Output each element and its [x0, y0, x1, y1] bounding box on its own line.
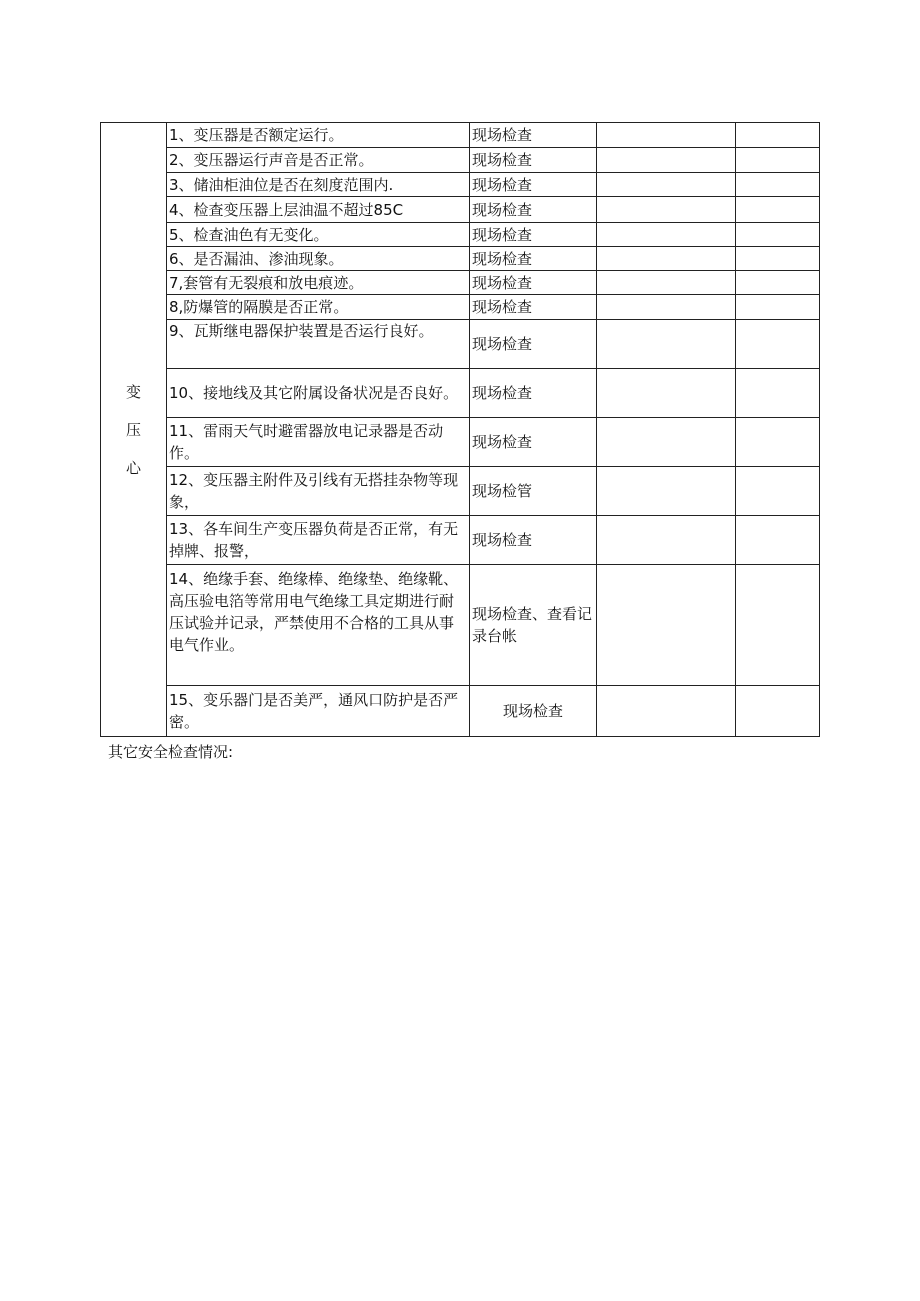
check-item: 2、变压器运行声音是否正常。 [167, 148, 470, 173]
table-row [101, 467, 820, 516]
check-item: 12、变压器主附件及引线有无搭挂杂物等现象， [167, 467, 470, 516]
table-row [101, 369, 820, 418]
check-item: 11、雷雨天气时避雷器放电记录器是否动作。 [167, 418, 470, 467]
check-item: 3、储油柜油位是否在刻度范围内. [167, 173, 470, 197]
remark-cell [736, 369, 820, 418]
table-row [101, 295, 820, 320]
check-method: 现场检查 [470, 173, 597, 197]
check-method: 现场检查 [470, 148, 597, 173]
remark-cell [736, 247, 820, 271]
table-row [101, 223, 820, 247]
check-method: 现场检查 [470, 197, 597, 223]
remark-cell [736, 516, 820, 565]
result-cell [597, 467, 736, 516]
table-row [101, 197, 820, 223]
result-cell [597, 148, 736, 173]
check-item: 13、各车间生产变压器负荷是否正常，有无掉牌、报警， [167, 516, 470, 565]
result-cell [597, 123, 736, 148]
result-cell [597, 565, 736, 686]
check-item: 1、变压器是否额定运行。 [167, 123, 470, 148]
check-item: 9、瓦斯继电器保护装置是否运行良好。 [167, 320, 470, 369]
check-item: 5、检查油色有无变化。 [167, 223, 470, 247]
result-cell [597, 516, 736, 565]
result-cell [597, 173, 736, 197]
check-method: 现场检查 [470, 123, 597, 148]
result-cell [597, 369, 736, 418]
remark-cell [736, 295, 820, 320]
result-cell [597, 271, 736, 295]
check-method: 现场检查 [470, 320, 597, 369]
table-row [101, 173, 820, 197]
table-row [101, 148, 820, 173]
inspection-table [100, 122, 820, 737]
table-row [101, 247, 820, 271]
category-char: 心 [125, 458, 141, 477]
remark-cell [736, 565, 820, 686]
check-method: 现场检查 [470, 271, 597, 295]
check-item: 10、接地线及其它附属设备状况是否良好。 [167, 369, 470, 418]
other-safety-note: 其它安全检查情况: [108, 743, 234, 761]
table-row [101, 516, 820, 565]
table-row [101, 418, 820, 467]
remark-cell [736, 197, 820, 223]
check-method: 现场检管 [470, 467, 597, 516]
table-row [101, 686, 820, 737]
result-cell [597, 223, 736, 247]
remark-cell [736, 320, 820, 369]
table-row [101, 320, 820, 369]
table-row [101, 565, 820, 686]
check-method: 现场检查 [470, 418, 597, 467]
table-row [101, 123, 820, 148]
remark-cell [736, 686, 820, 737]
check-item: 7,套管有无裂痕和放电痕迹。 [167, 271, 470, 295]
result-cell [597, 295, 736, 320]
remark-cell [736, 418, 820, 467]
check-item: 15、变乐器门是否美严，通风口防护是否严密。 [167, 686, 470, 737]
check-method: 现场检查、查看记录台帐 [470, 565, 597, 686]
check-method: 现场检查 [470, 295, 597, 320]
result-cell [597, 686, 736, 737]
check-method: 现场检查 [470, 516, 597, 565]
check-method: 现场检查 [470, 247, 597, 271]
check-method: 现场检查 [470, 369, 597, 418]
category-char: 压 [125, 420, 141, 439]
remark-cell [736, 148, 820, 173]
remark-cell [736, 467, 820, 516]
remark-cell [736, 123, 820, 148]
check-method: 现场检查 [470, 686, 597, 737]
result-cell [597, 320, 736, 369]
remark-cell [736, 271, 820, 295]
category-cell [101, 123, 167, 737]
result-cell [597, 247, 736, 271]
check-item: 4、检查变压器上层油温不超过85C [167, 197, 470, 223]
category-char: 变 [125, 382, 141, 401]
result-cell [597, 197, 736, 223]
result-cell [597, 418, 736, 467]
check-item: 6、是否漏油、渗油现象。 [167, 247, 470, 271]
check-item: 14、绝缘手套、绝缘棒、绝缘垫、绝缘靴、高压验电箔等常用电气绝缘工具定期进行耐压试验并记录，严禁使用不合格的工具从事电气作业。 [167, 565, 470, 686]
check-method: 现场检查 [470, 223, 597, 247]
remark-cell [736, 173, 820, 197]
check-item: 8,防爆管的隔膜是否正常。 [167, 295, 470, 320]
table-row [101, 271, 820, 295]
remark-cell [736, 223, 820, 247]
